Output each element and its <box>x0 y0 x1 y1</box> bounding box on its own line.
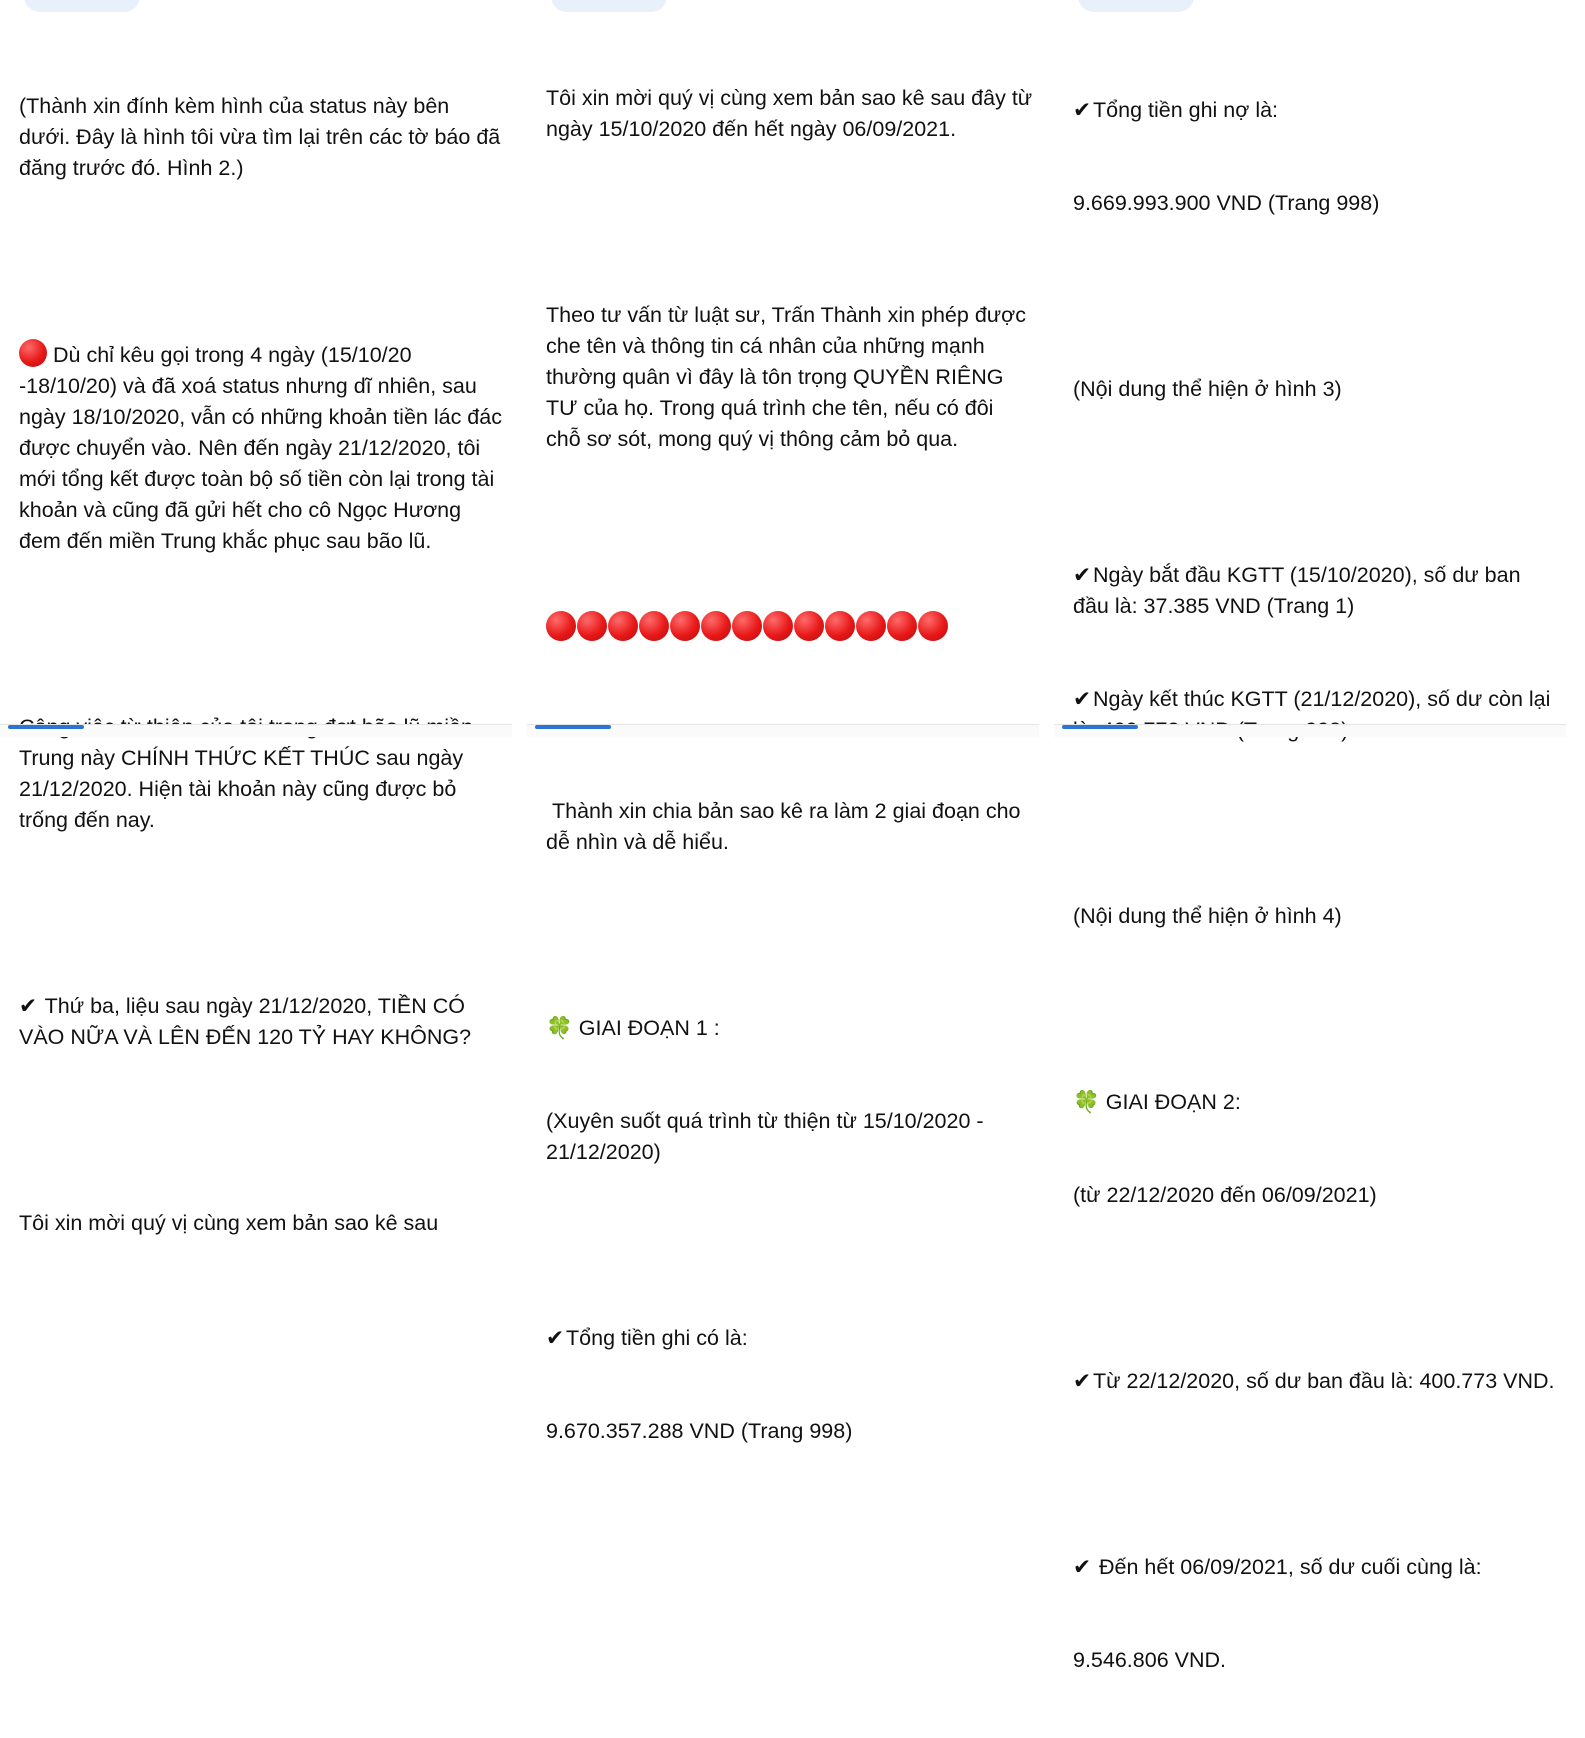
blank-line <box>19 1115 506 1146</box>
post-panel-2 <box>527 0 1039 1443</box>
post-text <box>19 29 506 1301</box>
active-tab-indicator[interactable] <box>8 725 84 729</box>
check-icon: ✔ <box>1073 687 1092 711</box>
top-pill <box>1078 0 1194 12</box>
paragraph: Theo tư vấn từ luật sư, Trấn Thành xin phép được che tên và thông tin cá nhân của những mạnh thường quân vì đây là tôn trọng QUYỀN RIÊNG TƯ của họ. Trong quá trình che tên, nếu có đôi chỗ sơ sót, mong quý vị thông cảm bỏ qua. <box>546 303 1033 451</box>
blank-line <box>1073 467 1560 498</box>
post-text <box>546 21 1039 1509</box>
red-circle-icon <box>794 611 824 641</box>
paragraph: Trung này CHÍNH THỨC KẾT THÚC sau ngày 21/12/2020. Hiện tài khoản này cũng được bỏ trống đến nay. <box>19 746 464 832</box>
top-pill <box>24 0 140 12</box>
red-circle-icon <box>887 611 917 641</box>
post-panel-1 <box>0 0 512 1235</box>
red-circle-icon <box>19 339 47 367</box>
paragraph: (Nội dung thể hiện ở hình 3) <box>1073 377 1342 401</box>
blank-line <box>19 246 506 277</box>
check-icon: ✔ <box>1073 563 1092 587</box>
blank-line <box>19 898 506 929</box>
post-text <box>1073 33 1560 1738</box>
paragraph: ✔Ngày bắt đầu KGTT (15/10/2020), số dư ban đầu là: 37.385 VND (Trang 1) <box>1073 563 1527 618</box>
paragraph: (Nội dung thể hiện ở hình 4) <box>1073 904 1342 928</box>
blank-line <box>546 207 1033 238</box>
red-circle-icon <box>577 611 607 641</box>
red-circle-icon <box>639 611 669 641</box>
blank-line <box>546 1230 1033 1261</box>
paragraph: (từ 22/12/2020 đến 06/09/2021) <box>1073 1183 1377 1207</box>
red-dots-divider <box>546 611 948 641</box>
check-icon: ✔ <box>1073 1369 1092 1393</box>
paragraph: ✔Từ 22/12/2020, số dư ban đầu là: 400.773 VND. <box>1073 1369 1555 1393</box>
blank-line <box>1073 808 1560 839</box>
red-circle-icon <box>856 611 886 641</box>
blank-line <box>1073 281 1560 312</box>
active-tab-indicator[interactable] <box>535 725 611 729</box>
red-circle-icon <box>918 611 948 641</box>
blank-line <box>546 517 1033 548</box>
red-dots-row <box>546 610 1033 641</box>
paragraph: Tôi xin mời quý vị cùng xem bản sao kê sau <box>19 1211 439 1235</box>
paragraph: ✔Ngày kết thúc KGTT (21/12/2020), số dư còn lại <box>1073 687 1551 711</box>
post-panel-3 <box>1054 0 1566 1672</box>
paragraph: ✔Tổng tiền ghi có là: <box>546 1326 748 1350</box>
paragraph: Tôi xin mời quý vị cùng xem bản sao kê sau đây từ ngày 15/10/2020 đến hết ngày 06/09/2021. <box>546 86 1039 141</box>
paragraph: Thành xin chia bản sao kê ra làm 2 giai đoạn cho dễ nhìn và dễ hiểu. <box>546 799 1027 854</box>
clover-icon: 🍀 <box>1073 1090 1100 1114</box>
bottom-bar <box>1054 724 1566 737</box>
check-icon: ✔ <box>546 1326 565 1350</box>
paragraph: ✔ Đến hết 06/09/2021, số dư cuối cùng là: <box>1073 1555 1482 1579</box>
check-icon: ✔ <box>19 994 38 1018</box>
blank-line <box>546 920 1033 951</box>
paragraph: ✔ Thứ ba, liệu sau ngày 21/12/2020, TIỀN CÓ VÀO NỮA VÀ LÊN ĐẾN 120 TỶ HAY KHÔNG? <box>19 994 472 1049</box>
paragraph: 9.669.993.900 VND (Trang 998) <box>1073 191 1380 215</box>
paragraph: (Xuyên suốt quá trình từ thiện từ 15/10/2020 - 21/12/2020) <box>546 1109 990 1164</box>
red-circle-icon <box>670 611 700 641</box>
top-pill <box>551 0 667 12</box>
check-icon: ✔ <box>1073 1555 1092 1579</box>
red-circle-icon <box>608 611 638 641</box>
check-icon: ✔ <box>1073 98 1092 122</box>
red-circle-icon <box>732 611 762 641</box>
paragraph: 9.546.806 VND. <box>1073 1648 1226 1672</box>
blank-line <box>1073 1459 1560 1490</box>
paragraph: (Thành xin đính kèm hình của status này bên dưới. Đây là hình tôi vừa tìm lại trên các tờ báo đã đăng trước đó. Hình 2.) <box>19 94 507 180</box>
blank-line <box>1073 1273 1560 1304</box>
section-heading: 🍀 GIAI ĐOẠN 2: <box>1073 1090 1241 1114</box>
blank-line <box>19 619 506 650</box>
active-tab-indicator[interactable] <box>1062 725 1138 729</box>
red-circle-icon <box>825 611 855 641</box>
paragraph: ✔Tổng tiền ghi nợ là: <box>1073 98 1279 122</box>
blank-line <box>1073 994 1560 1025</box>
paragraph: 9.670.357.288 VND (Trang 998) <box>546 1419 853 1443</box>
clover-icon: 🍀 <box>546 1016 573 1040</box>
red-circle-icon <box>763 611 793 641</box>
section-heading: 🍀 GIAI ĐOẠN 1 : <box>546 1016 720 1040</box>
red-circle-icon <box>701 611 731 641</box>
bottom-bar <box>527 724 1039 737</box>
bottom-bar <box>0 724 512 737</box>
red-circle-icon <box>546 611 576 641</box>
paragraph: Dù chỉ kêu gọi trong 4 ngày (15/10/20 -18/10/20) và đã xoá status nhưng dĩ nhiên, sau ngày 18/10/2020, vẫn có những khoản tiền lác đác được chuyển vào. Nên đến ngày 21/12/2020, tôi mới tổng kết được toàn bộ số tiền còn lại trong tài khoản và cũng đã gửi hết cho cô Ngọc Hương đem đến miền Trung khắc phục sau bão lũ. <box>19 339 506 557</box>
